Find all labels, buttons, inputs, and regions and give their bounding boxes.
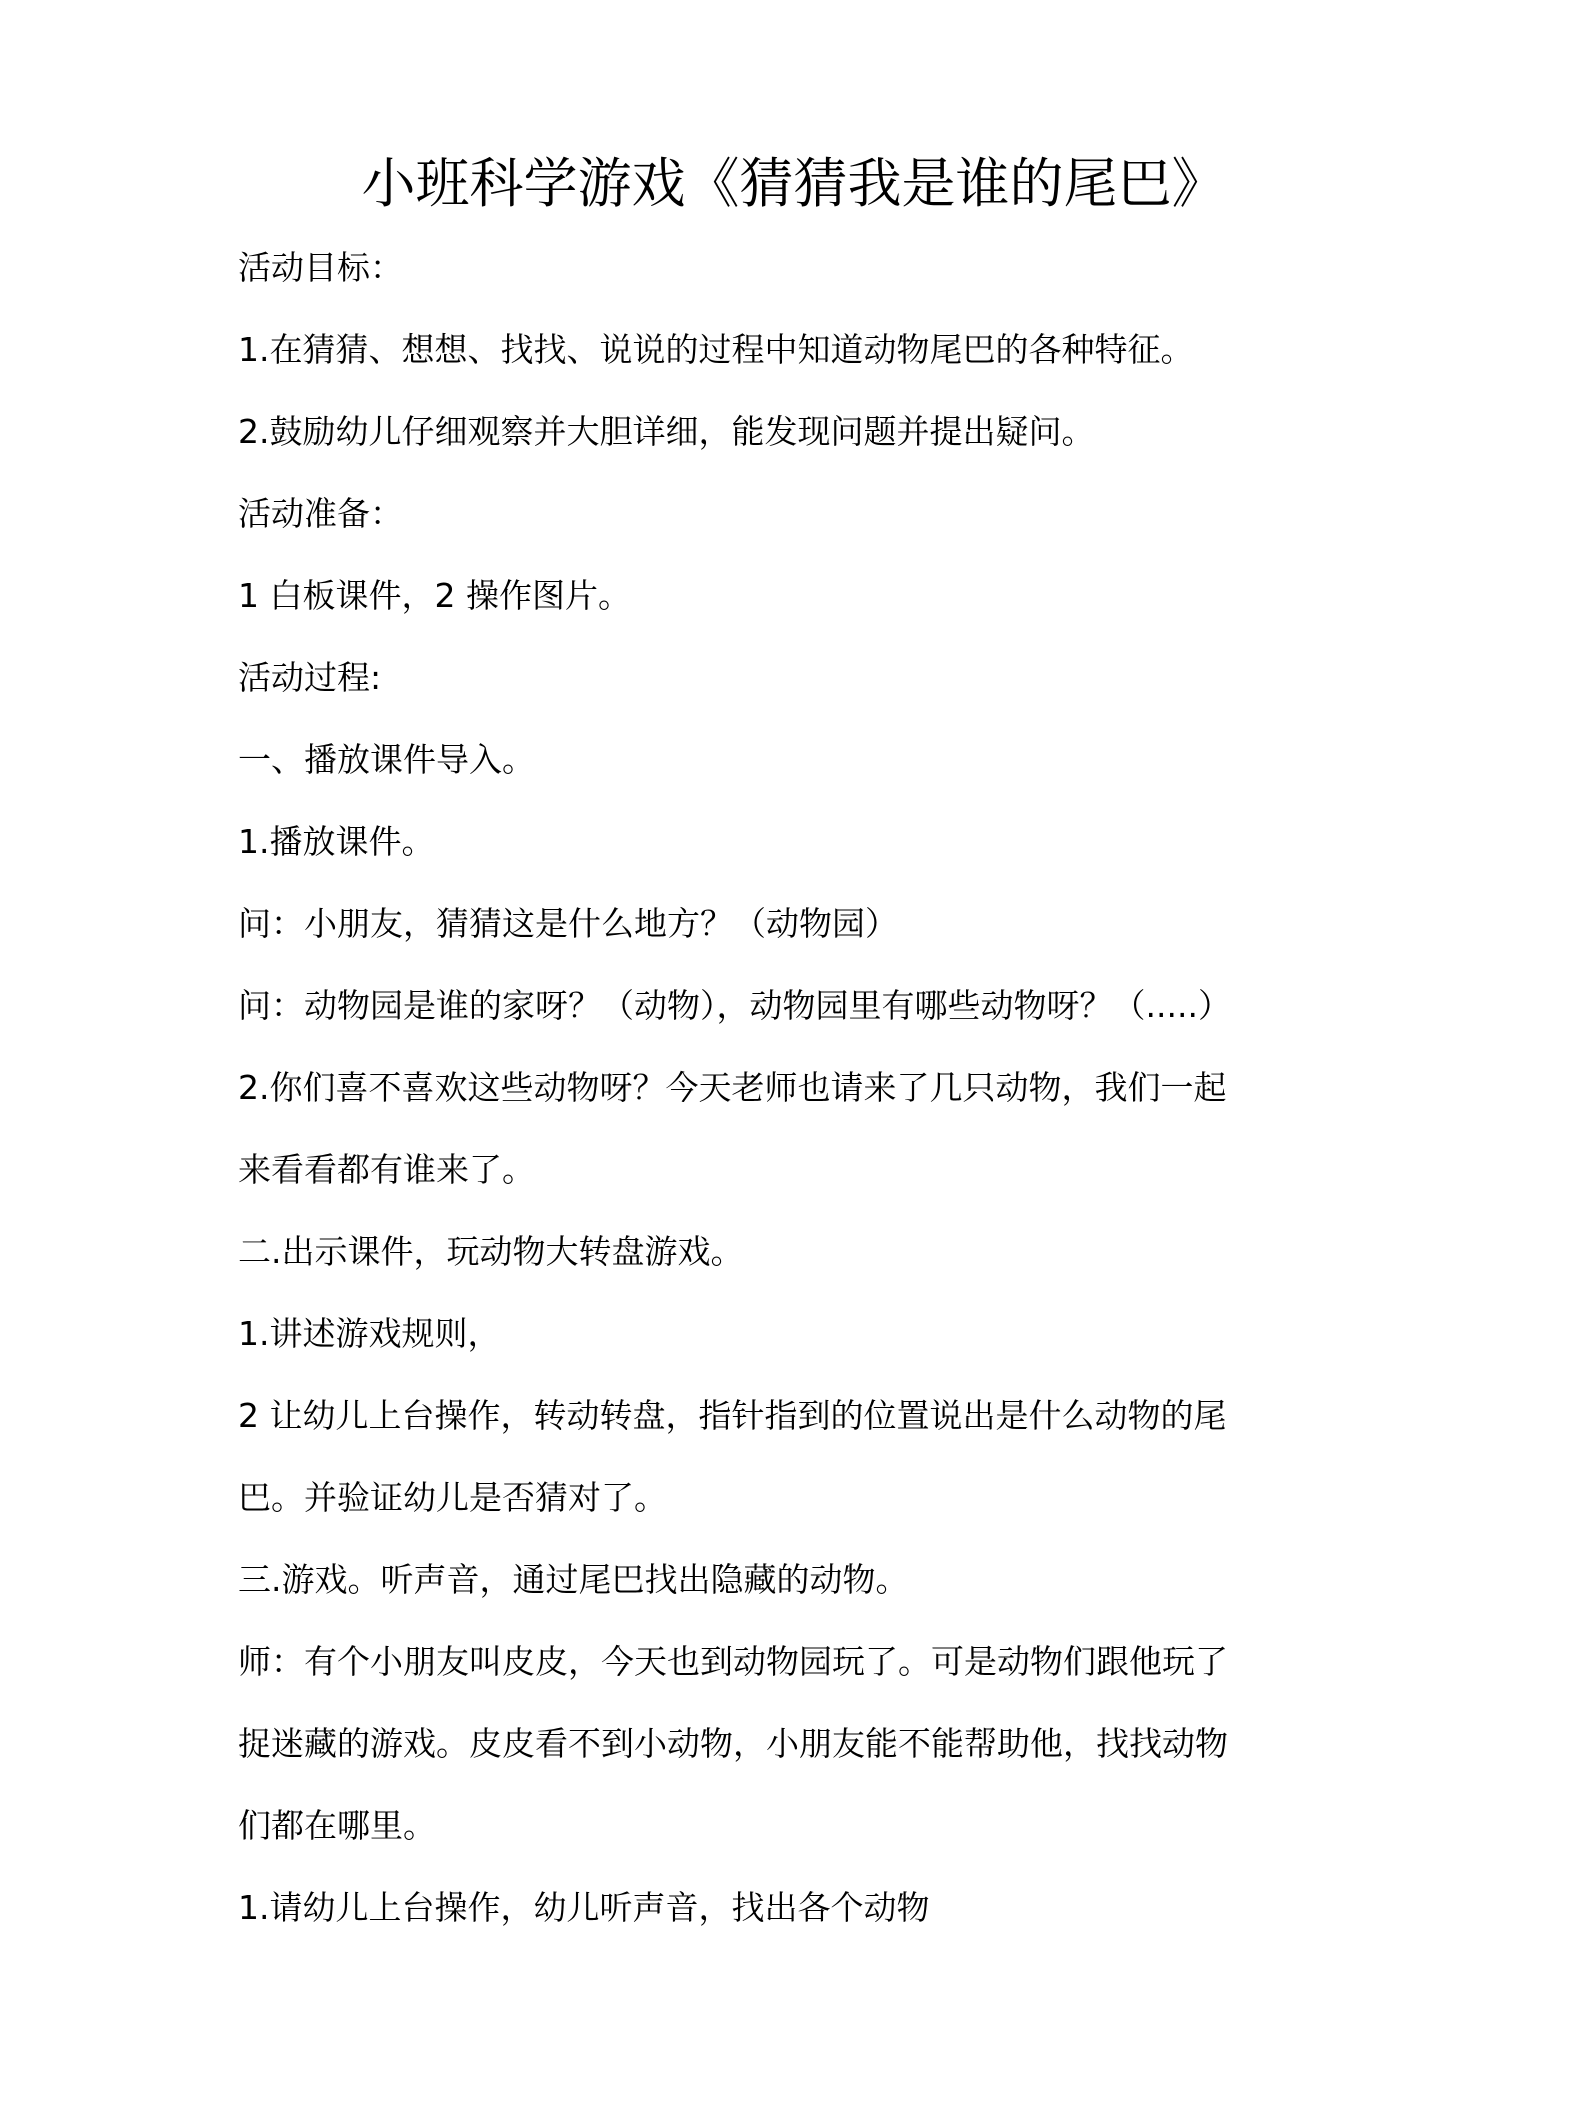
teacher-line: 师：有个小朋友叫皮皮，今天也到动物园玩了。可是动物们跟他玩了 <box>238 1642 1228 1681</box>
section-heading-preparation: 活动准备： <box>238 494 403 533</box>
question-line-1: 问：小朋友，猜猜这是什么地方？（动物园） <box>238 904 898 943</box>
process-step-1-heading: 一、播放课件导入。 <box>238 740 535 779</box>
process-step-1-item-2-cont: 来看看都有谁来了。 <box>238 1150 535 1189</box>
process-step-1-item-2: 2.你们喜不喜欢这些动物呀？今天老师也请来了几只动物，我们一起 <box>238 1068 1227 1107</box>
process-step-1-item-1: 1.播放课件。 <box>238 822 435 861</box>
objective-item-2: 2.鼓励幼儿仔细观察并大胆详细，能发现问题并提出疑问。 <box>238 412 1095 451</box>
teacher-line-cont-1: 捉迷藏的游戏。皮皮看不到小动物，小朋友能不能帮助他，找找动物 <box>238 1724 1228 1763</box>
section-heading-objectives: 活动目标： <box>238 248 403 287</box>
process-step-3-item-1: 1.请幼儿上台操作，幼儿听声音，找出各个动物 <box>238 1888 930 1927</box>
teacher-line-cont-2: 们都在哪里。 <box>238 1806 436 1845</box>
document-title: 小班科学游戏《猜猜我是谁的尾巴》 <box>361 152 1226 215</box>
preparation-items: 1 白板课件，2 操作图片。 <box>238 576 631 615</box>
process-step-2-item-1: 1.讲述游戏规则， <box>238 1314 501 1353</box>
process-step-2-item-2: 2 让幼儿上台操作，转动转盘，指针指到的位置说出是什么动物的尾 <box>238 1396 1227 1435</box>
objective-item-1: 1.在猜猜、想想、找找、说说的过程中知道动物尾巴的各种特征。 <box>238 330 1194 369</box>
process-step-3-heading: 三.游戏。听声音，通过尾巴找出隐藏的动物。 <box>238 1560 909 1599</box>
process-step-2-item-2-cont: 巴。并验证幼儿是否猜对了。 <box>238 1478 667 1517</box>
process-step-2-heading: 二.出示课件，玩动物大转盘游戏。 <box>238 1232 744 1271</box>
section-heading-process: 活动过程: <box>238 658 382 697</box>
question-line-2: 问：动物园是谁的家呀？（动物），动物园里有哪些动物呀？（.....） <box>238 986 1231 1025</box>
